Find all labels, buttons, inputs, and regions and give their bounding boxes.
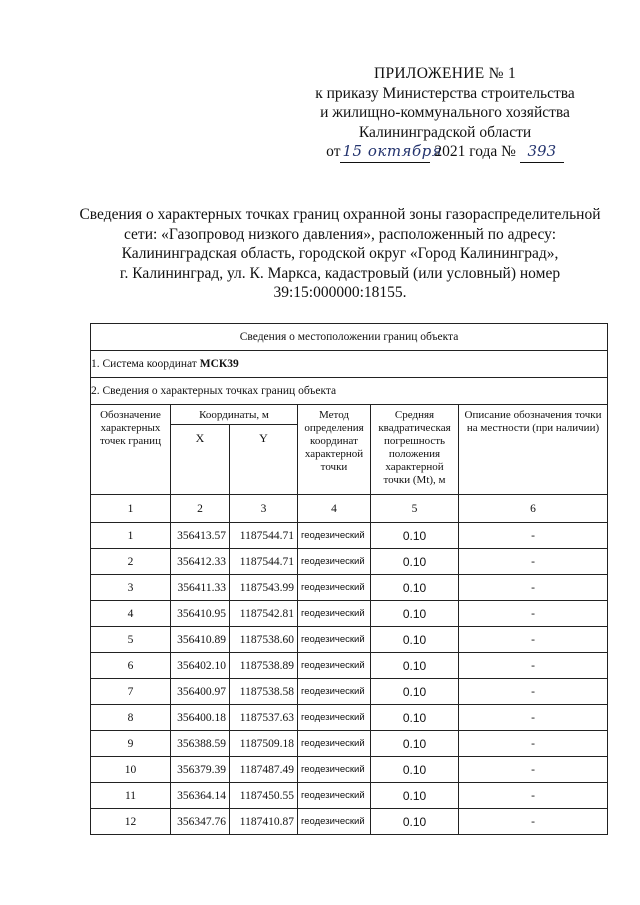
table-row	[91, 575, 608, 601]
description-cell: -	[459, 627, 608, 653]
accuracy-cell: 0.10	[371, 523, 459, 549]
method-cell: геодезический	[298, 783, 371, 809]
coord-x-cell: 356379.39	[171, 757, 230, 783]
accuracy-cell: 0.10	[371, 549, 459, 575]
column-number: 4	[298, 495, 371, 523]
table-row	[91, 705, 608, 731]
accuracy-cell: 0.10	[371, 679, 459, 705]
accuracy-cell: 0.10	[371, 705, 459, 731]
header-accuracy: Средняя квадратическая погрешность положения характерной точки (Mt), м	[371, 405, 459, 495]
heading-line-5: 39:15:000000:18155.	[273, 284, 407, 301]
coord-y-cell: 1187410.87	[230, 809, 298, 835]
point-number-cell: 6	[91, 653, 171, 679]
column-number: 5	[371, 495, 459, 523]
coordinate-system-row	[91, 351, 608, 378]
point-number-cell: 4	[91, 601, 171, 627]
table-row	[91, 809, 608, 835]
coord-y-cell: 1187537.63	[230, 705, 298, 731]
header-y: Y	[230, 425, 298, 495]
coord-x-cell: 356347.76	[171, 809, 230, 835]
table-row	[91, 731, 608, 757]
coord-x-cell: 356413.57	[171, 523, 230, 549]
description-cell: -	[459, 653, 608, 679]
point-number-cell: 10	[91, 757, 171, 783]
accuracy-cell: 0.10	[371, 783, 459, 809]
method-cell: геодезический	[298, 549, 371, 575]
coord-y-cell: 1187509.18	[230, 731, 298, 757]
coord-x-cell: 356400.18	[171, 705, 230, 731]
appendix-block	[295, 64, 595, 163]
coordinate-system-label: 1. Система координат	[91, 358, 197, 370]
column-numbers-row	[91, 495, 608, 523]
table-row	[91, 679, 608, 705]
method-cell: геодезический	[298, 653, 371, 679]
coord-x-cell: 356410.95	[171, 601, 230, 627]
column-number: 6	[459, 495, 608, 523]
description-cell: -	[459, 783, 608, 809]
accuracy-cell: 0.10	[371, 809, 459, 835]
method-cell: геодезический	[298, 809, 371, 835]
coord-x-cell: 356411.33	[171, 575, 230, 601]
table-row	[91, 523, 608, 549]
description-cell: -	[459, 705, 608, 731]
method-cell: геодезический	[298, 627, 371, 653]
method-cell: геодезический	[298, 731, 371, 757]
appendix-line-1: к приказу Министерства строительства	[315, 84, 575, 102]
header-designation: Обозначение характерных точек границ	[91, 405, 171, 495]
table-caption: Сведения о местоположении границ объекта	[91, 324, 608, 351]
description-cell: -	[459, 575, 608, 601]
accuracy-cell: 0.10	[371, 601, 459, 627]
appendix-line-3: Калининградской области	[358, 123, 532, 141]
description-cell: -	[459, 549, 608, 575]
order-date-line	[295, 142, 595, 163]
caption-row	[91, 324, 608, 351]
coord-x-cell: 356412.33	[171, 549, 230, 575]
point-number-cell: 5	[91, 627, 171, 653]
coord-y-cell: 1187542.81	[230, 601, 298, 627]
heading-line-4: г. Калининград, ул. К. Маркса, кадастровый (или условный) номер	[119, 264, 561, 282]
table-row	[91, 601, 608, 627]
coord-x-cell: 356402.10	[171, 653, 230, 679]
coord-x-cell: 356410.89	[171, 627, 230, 653]
method-cell: геодезический	[298, 575, 371, 601]
accuracy-cell: 0.10	[371, 757, 459, 783]
coord-y-cell: 1187544.71	[230, 523, 298, 549]
accuracy-cell: 0.10	[371, 575, 459, 601]
heading-line-2: сети: «Газопровод низкого давления», расположенный по адресу:	[123, 225, 556, 243]
description-cell: -	[459, 601, 608, 627]
points-section-title: 2. Сведения о характерных точках границ объекта	[91, 378, 608, 405]
point-number-cell: 2	[91, 549, 171, 575]
heading-line-1: Сведения о характерных точках границ охранной зоны газораспределительной	[79, 206, 601, 223]
header-description: Описание обозначения точки на местности (при наличии)	[459, 405, 608, 495]
coordinate-system-value: МСК39	[199, 358, 239, 370]
description-cell: -	[459, 523, 608, 549]
column-number: 3	[230, 495, 298, 523]
coordinate-system	[91, 351, 608, 378]
heading-line-3: Калининградская область, городской округ «Город Калининград»,	[121, 245, 559, 262]
table-row	[91, 757, 608, 783]
method-cell: геодезический	[298, 523, 371, 549]
method-cell: геодезический	[298, 757, 371, 783]
coord-y-cell: 1187544.71	[230, 549, 298, 575]
order-prefix: от	[326, 143, 341, 160]
accuracy-cell: 0.10	[371, 731, 459, 757]
handwritten-number: 393	[520, 142, 564, 163]
coord-x-cell: 356400.97	[171, 679, 230, 705]
header-x: X	[171, 425, 230, 495]
point-number-cell: 9	[91, 731, 171, 757]
handwritten-date: 15 октября	[340, 142, 430, 163]
coord-x-cell: 356388.59	[171, 731, 230, 757]
point-number-cell: 3	[91, 575, 171, 601]
description-cell: -	[459, 679, 608, 705]
method-cell: геодезический	[298, 705, 371, 731]
point-number-cell: 12	[91, 809, 171, 835]
point-number-cell: 7	[91, 679, 171, 705]
method-cell: геодезический	[298, 601, 371, 627]
coord-y-cell: 1187487.49	[230, 757, 298, 783]
table-row	[91, 549, 608, 575]
table-row	[91, 653, 608, 679]
point-number-cell: 11	[91, 783, 171, 809]
point-number-cell: 8	[91, 705, 171, 731]
coord-y-cell: 1187538.89	[230, 653, 298, 679]
table-row	[91, 783, 608, 809]
description-cell: -	[459, 731, 608, 757]
coord-y-cell: 1187538.58	[230, 679, 298, 705]
coord-y-cell: 1187450.55	[230, 783, 298, 809]
column-number: 2	[171, 495, 230, 523]
method-cell: геодезический	[298, 679, 371, 705]
document-heading	[70, 205, 610, 303]
boundary-points-table	[90, 323, 608, 835]
header-row-1	[91, 405, 608, 425]
coord-x-cell: 356364.14	[171, 783, 230, 809]
coord-y-cell: 1187538.60	[230, 627, 298, 653]
order-middle: 2021 года №	[434, 143, 516, 160]
accuracy-cell: 0.10	[371, 627, 459, 653]
description-cell: -	[459, 757, 608, 783]
column-number: 1	[91, 495, 171, 523]
table-row	[91, 627, 608, 653]
header-method: Метод определения координат характерной точки	[298, 405, 371, 495]
point-number-cell: 1	[91, 523, 171, 549]
header-coordinates: Координаты, м	[171, 405, 298, 425]
appendix-title: ПРИЛОЖЕНИЕ № 1	[373, 65, 517, 82]
appendix-line-2: и жилищно-коммунального хозяйства	[320, 104, 570, 121]
points-section-row	[91, 378, 608, 405]
coord-y-cell: 1187543.99	[230, 575, 298, 601]
description-cell: -	[459, 809, 608, 835]
accuracy-cell: 0.10	[371, 653, 459, 679]
